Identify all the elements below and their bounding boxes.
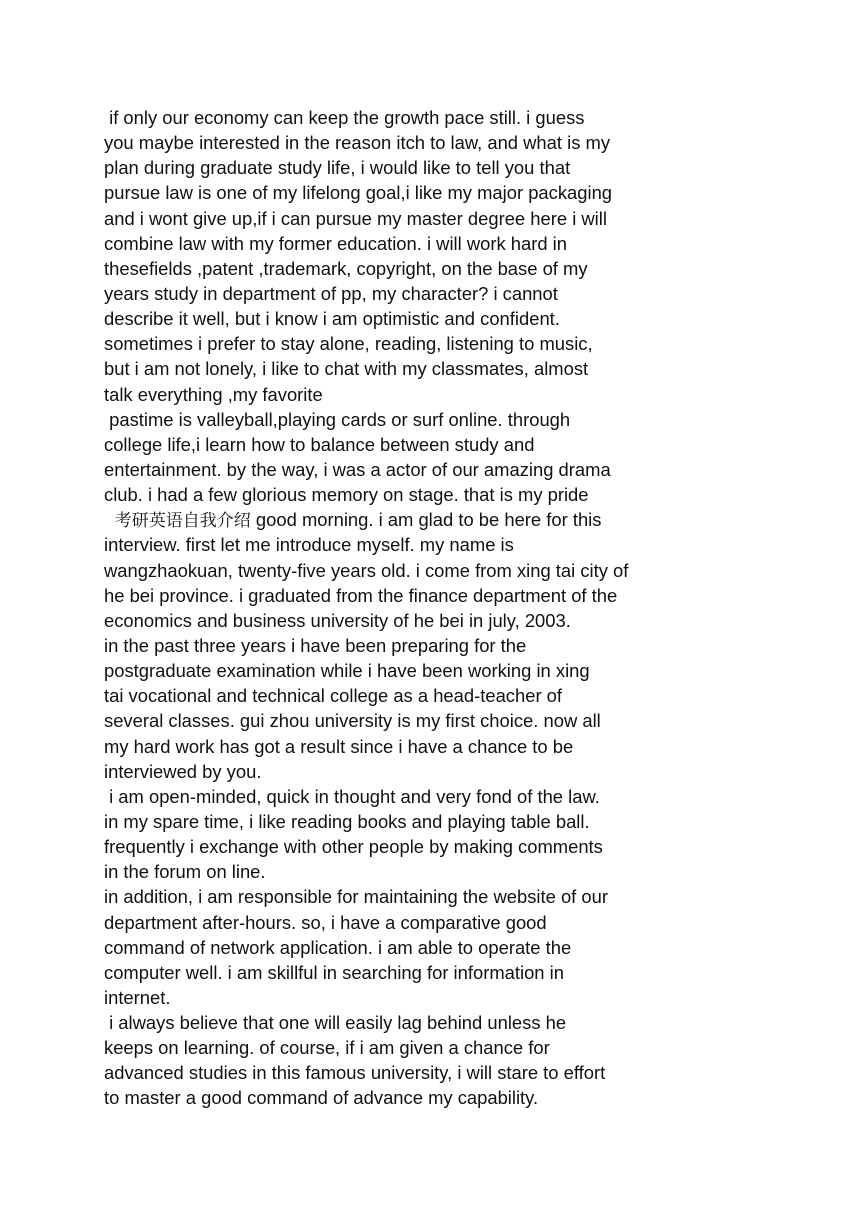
text-line-5: and i wont give up,if i can pursue my master degree here i will: [104, 207, 607, 229]
text-line-1: if only our economy can keep the growth pace still. i guess: [104, 107, 585, 128]
text-line-35: computer well. i am skillful in searching for information in: [104, 961, 564, 983]
text-line-38: keeps on learning. of course, if i am given a chance for: [104, 1037, 550, 1059]
text-line-19: wangzhaokuan, twenty-five years old. i come from xing tai city of: [104, 559, 629, 581]
text-line-32: in addition, i am responsible for maintaining the website of our: [104, 886, 608, 908]
heading-line-text: good morning. i am glad to be here for this: [250, 509, 602, 531]
text-line-40: to master a good command of advance my capability.: [104, 1087, 539, 1109]
text-line-16: club. i had a few glorious memory on stage. that is my pride: [104, 484, 589, 506]
text-line-11: but i am not lonely, i like to chat with my classmates, almost: [104, 358, 589, 380]
text-line-39: advanced studies in this famous university, i will stare to effort: [104, 1062, 606, 1084]
text-line-23: postgraduate examination while i have been working in xing: [104, 660, 590, 682]
text-line-2: you maybe interested in the reason itch to law, and what is my: [104, 132, 611, 154]
text-line-15: entertainment. by the way, i was a actor of our amazing drama: [104, 458, 611, 480]
text-line-27: interviewed by you.: [104, 760, 262, 782]
text-line-13: pastime is valleyball,playing cards or surf online. through: [104, 408, 571, 430]
heading-line: [104, 507, 684, 532]
text-line-9: describe it well, but i know i am optimistic and confident.: [104, 308, 560, 330]
text-line-34: command of network application. i am able to operate the: [104, 936, 572, 958]
text-line-28: i am open-minded, quick in thought and very fond of the law.: [104, 785, 600, 807]
text-line-31: in the forum on line.: [104, 861, 266, 883]
text-line-33: department after-hours. so, i have a comparative good: [104, 911, 547, 933]
text-line-21: economics and business university of he bei in july, 2003.: [104, 609, 571, 631]
text-line-10: sometimes i prefer to stay alone, reading, listening to music,: [104, 333, 593, 355]
text-line-26: my hard work has got a result since i have a chance to be: [104, 735, 574, 757]
text-line-37: i always believe that one will easily lag behind unless he: [104, 1012, 567, 1034]
chinese-heading: 考研英语自我介绍: [104, 511, 251, 532]
text-line-14: college life,i learn how to balance between study and: [104, 433, 535, 455]
text-line-20: he bei province. i graduated from the finance department of the: [104, 584, 618, 606]
text-line-4: pursue law is one of my lifelong goal,i like my major packaging: [104, 182, 613, 204]
text-line-8: years study in department of pp, my character? i cannot: [104, 282, 558, 304]
text-line-22: in the past three years i have been preparing for the: [104, 634, 527, 656]
text-line-12: talk everything ,my favorite: [104, 383, 323, 405]
text-line-7: thesefields ,patent ,trademark, copyright, on the base of my: [104, 257, 588, 279]
text-line-29: in my spare time, i like reading books and playing table ball.: [104, 810, 590, 832]
document-text: [104, 105, 684, 1111]
text-line-18: interview. first let me introduce myself. my name is: [104, 534, 514, 556]
text-line-24: tai vocational and technical college as a head-teacher of: [104, 685, 563, 707]
text-line-6: combine law with my former education. i will work hard in: [104, 232, 567, 254]
text-line-36: internet.: [104, 986, 171, 1008]
text-line-25: several classes. gui zhou university is my first choice. now all: [104, 710, 601, 732]
text-line-3: plan during graduate study life, i would like to tell you that: [104, 157, 571, 179]
text-line-30: frequently i exchange with other people by making comments: [104, 836, 603, 858]
